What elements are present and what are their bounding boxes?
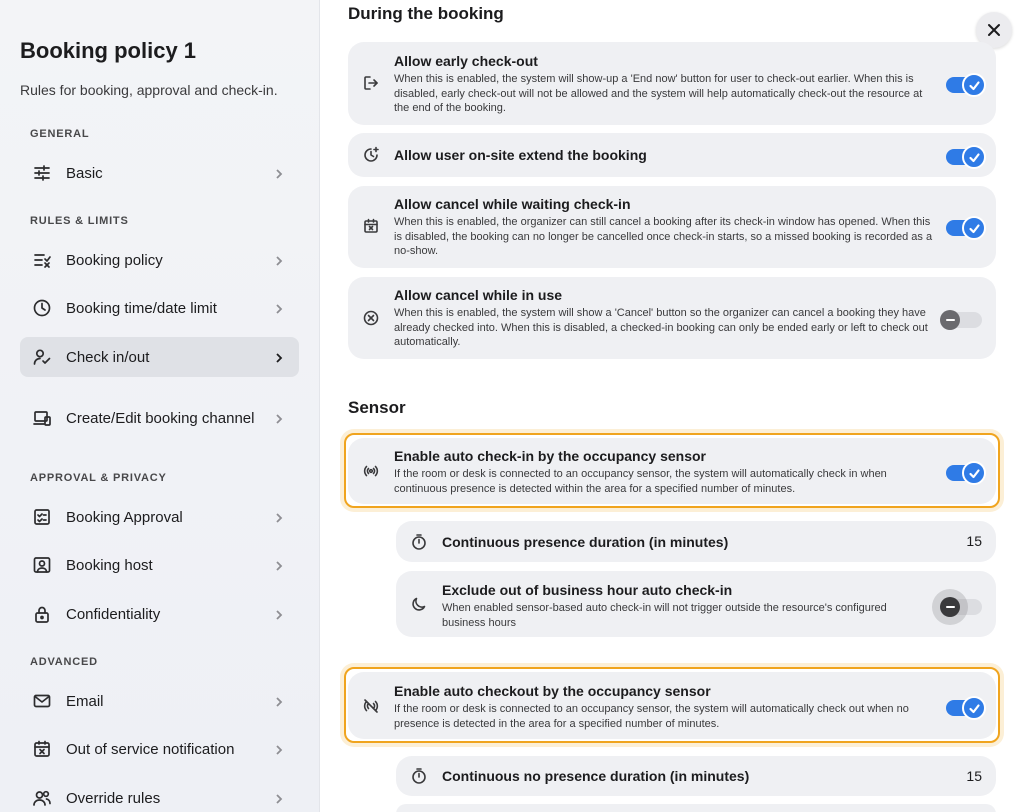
checklist-icon (32, 250, 52, 270)
toggle-exclude-business-hours[interactable] (946, 599, 982, 615)
sidebar-item-check-in-out[interactable] (20, 337, 299, 377)
page-subtitle: Rules for booking, approval and check-in. (20, 82, 278, 98)
chevron-right-icon (273, 792, 285, 804)
sidebar-item-label: Basic (66, 164, 103, 182)
close-icon (986, 22, 1002, 38)
card-description: When this is enabled, the system will show-up a 'End now' button for user to check-out earlier. When this is disabled, early check-out will not be allowed and the system will help automatically check-out the resource at the end of the booking. (394, 73, 923, 114)
check-icon (968, 702, 981, 715)
toggle-on-site-extend[interactable] (946, 149, 982, 165)
sidebar-item-booking-policy[interactable] (20, 240, 299, 280)
chevron-right-icon (273, 695, 285, 707)
section-approval: APPROVAL & PRIVACY (30, 472, 167, 484)
card-on-site-extend (348, 133, 996, 177)
chevron-right-icon (273, 511, 285, 523)
check-icon (968, 79, 981, 92)
timer-icon (410, 767, 428, 785)
card-title: Exclude out of business hour auto check-in (442, 582, 733, 598)
card-title: Allow cancel while waiting check-in (394, 196, 631, 212)
clock-icon (32, 298, 52, 318)
chevron-right-icon (273, 412, 285, 424)
sidebar-item-label: Create/Edit booking channel (66, 409, 255, 427)
check-icon (968, 467, 981, 480)
card-description: When enabled sensor-based auto check-in will not trigger outside the resource's configured business hours (442, 602, 887, 629)
host-icon (32, 555, 52, 575)
user-check-icon (32, 347, 52, 367)
chevron-right-icon (273, 608, 285, 620)
row-next-partial (396, 804, 996, 812)
section-advanced: ADVANCED (30, 656, 98, 668)
sidebar (0, 0, 320, 812)
card-title: Enable auto check-in by the occupancy sensor (394, 448, 706, 464)
sidebar-item-label: Confidentiality (66, 605, 161, 623)
cancel-circle-icon (362, 309, 382, 329)
sidebar-item-label: Override rules (66, 789, 161, 807)
sidebar-item-label: Booking Approval (66, 508, 183, 526)
calendar-x-icon (362, 217, 382, 237)
no-presence-duration-value: 15 (966, 768, 982, 784)
page-title: Booking policy 1 (20, 38, 197, 63)
sidebar-item-email[interactable] (20, 681, 299, 721)
logout-icon (362, 74, 382, 94)
chevron-right-icon (273, 254, 285, 266)
toggle-cancel-in-use[interactable] (946, 312, 982, 328)
row-title: Continuous no presence duration (in minutes) (442, 768, 750, 784)
sidebar-item-booking-approval[interactable] (20, 497, 299, 537)
card-cancel-waiting (348, 186, 996, 268)
settings-panel (320, 0, 1024, 812)
sidebar-item-label: Out of service notification (66, 740, 235, 758)
time-extend-icon (362, 146, 382, 166)
sidebar-item-label: Booking host (66, 556, 153, 574)
card-auto-checkout (348, 672, 996, 739)
sidebar-item-booking-host[interactable] (20, 545, 299, 585)
toggle-auto-checkin[interactable] (946, 465, 982, 481)
row-title: Continuous presence duration (in minutes) (442, 534, 729, 550)
section-title-during-booking: During the booking (348, 4, 504, 23)
lock-icon (32, 604, 52, 624)
card-description: If the room or desk is connected to an occupancy sensor, the system will automatically check out when no presence is detected in the area for a specified number of minutes. (394, 703, 909, 730)
card-description: When this is enabled, the system will show a 'Cancel' button so the organizer can cancel a booking they have already checked into. When this is disabled, a checked-in booking can only be ended early or left to check out automatically. (394, 307, 928, 348)
chevron-right-icon (273, 743, 285, 755)
toggle-auto-checkout[interactable] (946, 700, 982, 716)
toggle-cancel-waiting[interactable] (946, 220, 982, 236)
card-title: Allow user on-site extend the booking (394, 147, 647, 163)
approval-icon (32, 507, 52, 527)
sidebar-item-label: Email (66, 692, 104, 710)
chevron-right-icon (273, 167, 285, 179)
mail-icon (32, 691, 52, 711)
card-title: Enable auto checkout by the occupancy sensor (394, 683, 711, 699)
card-exclude-business-hours (396, 571, 996, 637)
row-presence-duration[interactable] (396, 521, 996, 562)
card-description: When this is enabled, the organizer can still cancel a booking after its check-in window has opened. When this is disabled, the booking can no longer be cancelled once check-in starts, so a missed booking is recorded as a no-show. (394, 216, 933, 257)
sidebar-item-booking-channel[interactable] (20, 386, 299, 450)
sidebar-item-label: Check in/out (66, 348, 150, 366)
card-early-checkout (348, 42, 996, 125)
chevron-right-icon (273, 302, 285, 314)
chevron-right-icon (273, 559, 285, 571)
check-icon (968, 151, 981, 164)
sidebar-item-label: Booking policy (66, 251, 163, 269)
section-general: GENERAL (30, 128, 90, 140)
sidebar-item-out-of-service[interactable] (20, 729, 299, 769)
row-no-presence-duration[interactable] (396, 756, 996, 796)
check-icon (968, 222, 981, 235)
calendar-x-icon (32, 739, 52, 759)
sensor-off-icon (362, 697, 382, 717)
sliders-icon (32, 163, 52, 183)
sidebar-item-confidentiality[interactable] (20, 594, 299, 634)
sidebar-item-override-rules[interactable] (20, 778, 299, 812)
presence-duration-value: 15 (966, 533, 982, 549)
timer-icon (410, 533, 428, 551)
card-cancel-in-use (348, 277, 996, 359)
chevron-right-icon (273, 351, 285, 363)
sensor-icon (362, 462, 382, 482)
card-auto-checkin (348, 438, 996, 504)
sidebar-item-label: Booking time/date limit (66, 299, 217, 317)
users-icon (32, 788, 52, 808)
toggle-early-checkout[interactable] (946, 77, 982, 93)
section-rules: RULES & LIMITS (30, 215, 129, 227)
card-title: Allow early check-out (394, 53, 538, 69)
sidebar-item-basic[interactable] (20, 153, 299, 193)
section-title-sensor: Sensor (348, 398, 406, 417)
moon-icon (410, 595, 428, 613)
sidebar-item-time-limit[interactable] (20, 288, 299, 328)
card-title: Allow cancel while in use (394, 287, 563, 303)
card-description: If the room or desk is connected to an occupancy sensor, the system will automatically check in when continuous presence is detected within the area for a specified number of minutes. (394, 468, 887, 495)
devices-icon (32, 408, 52, 428)
